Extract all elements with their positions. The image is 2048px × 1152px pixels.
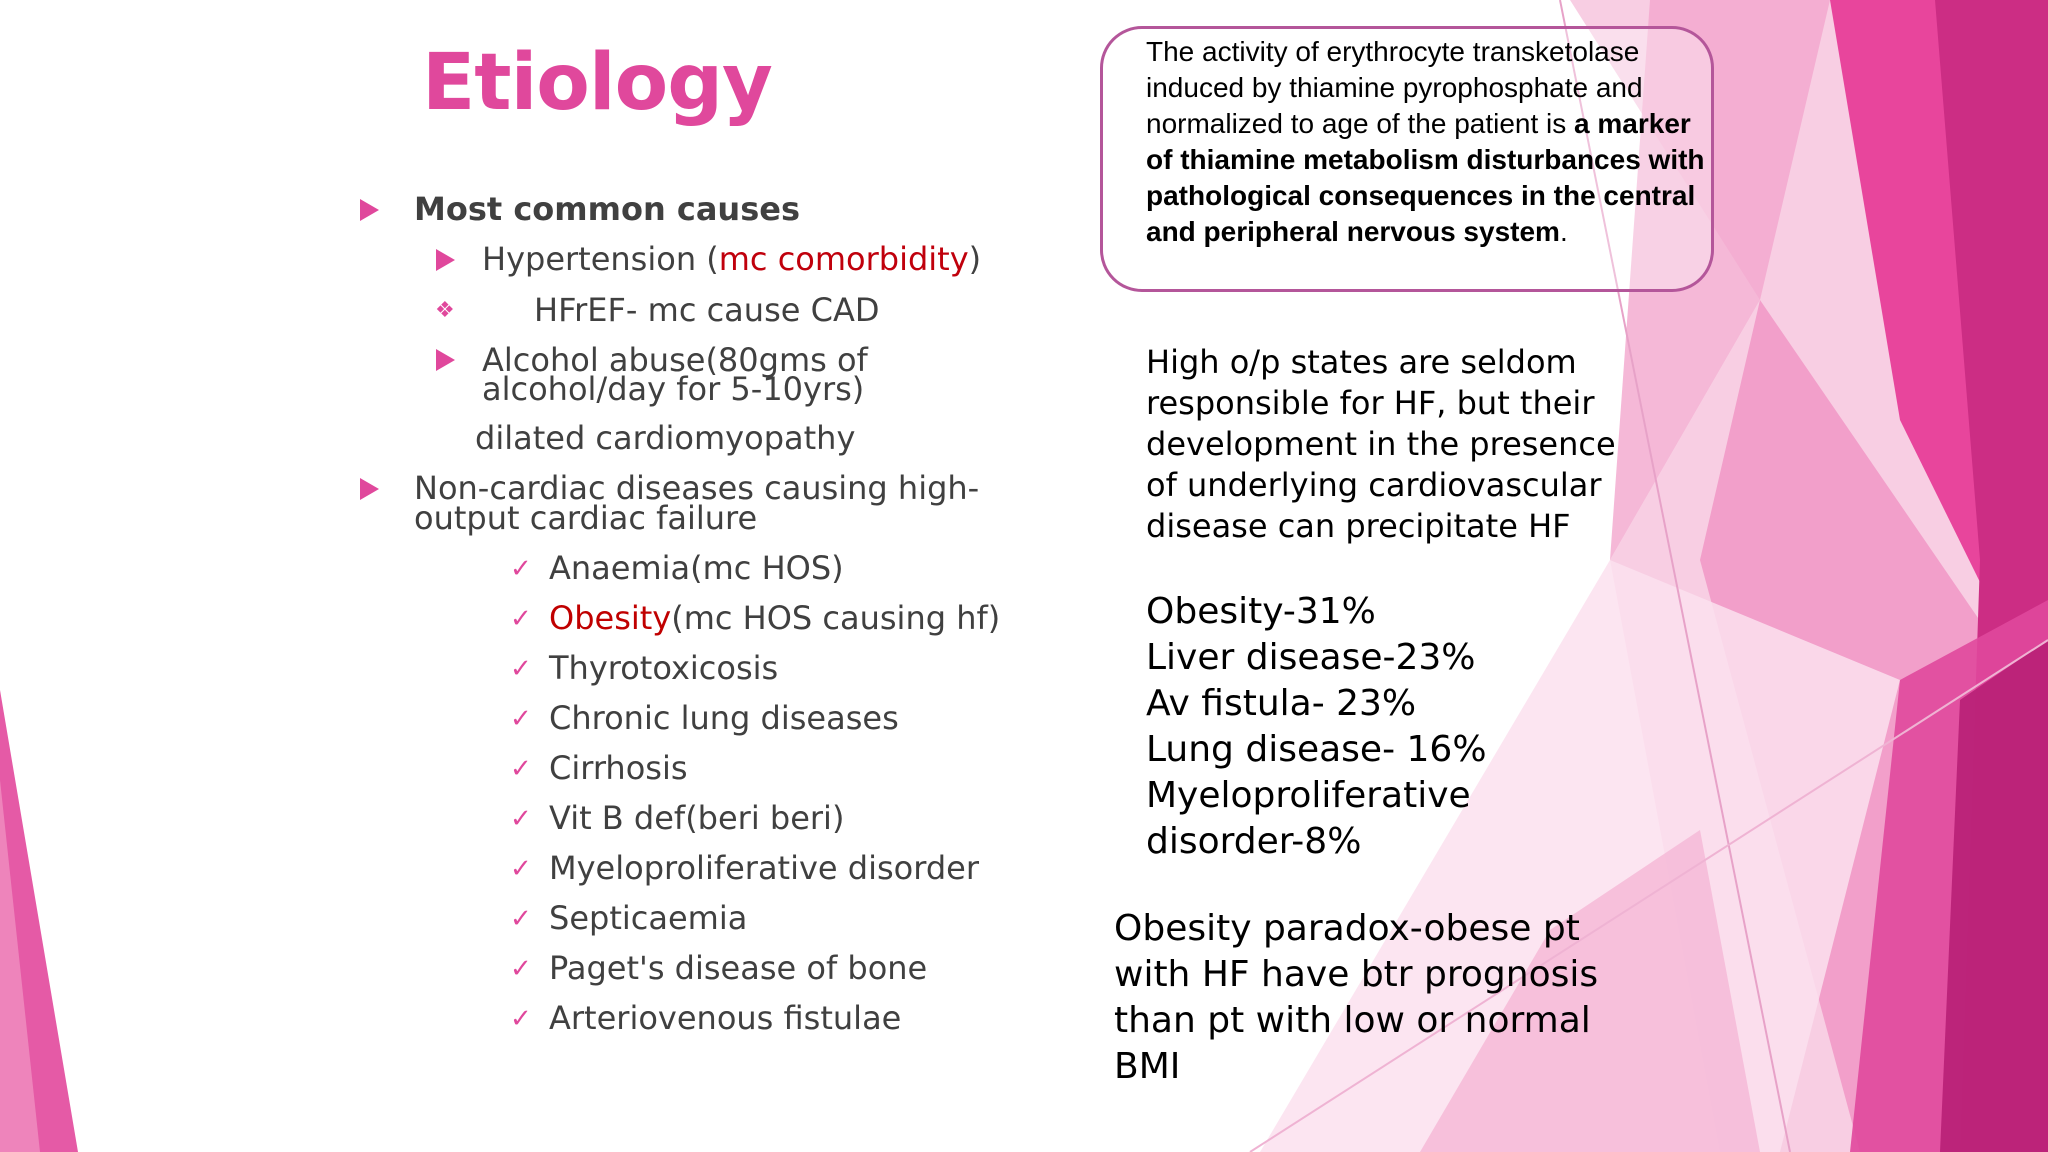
list-item <box>549 549 844 587</box>
checkmark-icon: ✓ <box>510 704 532 734</box>
list-item-text: Vit B def(beri beri) <box>549 799 845 837</box>
list-item <box>549 649 779 687</box>
diamond-bullet-icon: ❖ <box>435 298 455 323</box>
paradox-line: than pt with low or normal <box>1114 1000 1591 1041</box>
list-item <box>549 699 899 737</box>
highop-line: of underlying cardiovascular <box>1146 466 1602 504</box>
list-item-text: Arteriovenous fistulae <box>549 999 902 1037</box>
callout-normal: The activity of erythrocyte transketolase induced by thiamine pyrophosphate and normalized to age of the patient is <box>1146 36 1643 139</box>
list-item <box>549 599 1001 637</box>
highop-line: High o/p states are seldom <box>1146 343 1577 381</box>
stat-line: Obesity-31% <box>1146 591 1376 632</box>
section2-heading-line1: Non-cardiac diseases causing high- <box>414 469 980 507</box>
list-item-text: Septicaemia <box>549 899 748 937</box>
hypertension-text: Hypertension ( <box>482 240 719 278</box>
callout-text <box>1146 34 1706 250</box>
hypertension-item <box>482 240 982 278</box>
stat-line: Lung disease- 16% <box>1146 729 1487 770</box>
bullet-arrow-icon <box>360 478 379 500</box>
list-item-highlight: Obesity <box>549 599 672 637</box>
section1-heading: Most common causes <box>414 190 800 228</box>
list-item-text: Anaemia(mc HOS) <box>549 549 844 587</box>
bullet-arrow-icon <box>360 199 379 221</box>
checkmark-icon: ✓ <box>510 854 532 884</box>
bullet-arrow-icon <box>436 249 455 271</box>
paradox-line: with HF have btr prognosis <box>1114 954 1599 995</box>
section2-heading-line2: output cardiac failure <box>414 499 758 537</box>
checkmark-icon: ✓ <box>510 554 532 584</box>
list-item <box>549 849 979 887</box>
list-item <box>549 999 902 1037</box>
checkmark-icon: ✓ <box>510 1004 532 1034</box>
highop-line: disease can precipitate HF <box>1146 507 1571 545</box>
callout-end: . <box>1559 216 1568 247</box>
alcohol-line2: alcohol/day for 5-10yrs) <box>482 370 865 408</box>
checkmark-icon: ✓ <box>510 754 532 784</box>
list-item-text: Chronic lung diseases <box>549 699 899 737</box>
paradox-line: Obesity paradox-obese pt <box>1114 908 1580 949</box>
list-item-text: Cirrhosis <box>549 749 688 787</box>
stat-line: disorder-8% <box>1146 821 1362 862</box>
checkmark-icon: ✓ <box>510 904 532 934</box>
stat-line: Av fistula- 23% <box>1146 683 1417 724</box>
checkmark-icon: ✓ <box>510 954 532 984</box>
highop-line: responsible for HF, but their <box>1146 384 1595 422</box>
checkmark-icon: ✓ <box>510 654 532 684</box>
stat-line: Myeloproliferative <box>1146 775 1471 816</box>
slide-title: Etiology <box>422 38 772 128</box>
bullet-arrow-icon <box>436 349 455 371</box>
stat-line: Liver disease-23% <box>1146 637 1476 678</box>
hfref-item: HFrEF- mc cause CAD <box>534 291 880 329</box>
hypertension-highlight: mc comorbidity <box>718 240 969 278</box>
list-item <box>549 799 845 837</box>
checkmark-icon: ✓ <box>510 804 532 834</box>
list-item <box>549 899 748 937</box>
hypertension-close: ) <box>968 240 982 278</box>
list-item-text: Paget's disease of bone <box>549 949 928 987</box>
list-item-text: Myeloproliferative disorder <box>549 849 979 887</box>
list-item-text: Thyrotoxicosis <box>549 649 779 687</box>
callout-bold: a marker of thiamine metabolism disturbances with pathological consequences in the central and peripheral nervous system <box>1146 108 1705 247</box>
list-item <box>549 949 928 987</box>
paradox-line: BMI <box>1114 1046 1181 1087</box>
list-item <box>549 749 688 787</box>
highop-line: development in the presence <box>1146 425 1616 463</box>
checkmark-icon: ✓ <box>510 604 532 634</box>
dilated-cardiomyopathy: dilated cardiomyopathy <box>475 419 856 457</box>
alcohol-line1: Alcohol abuse(80gms of <box>482 341 868 379</box>
list-item-text: (mc HOS causing hf) <box>671 599 1001 637</box>
